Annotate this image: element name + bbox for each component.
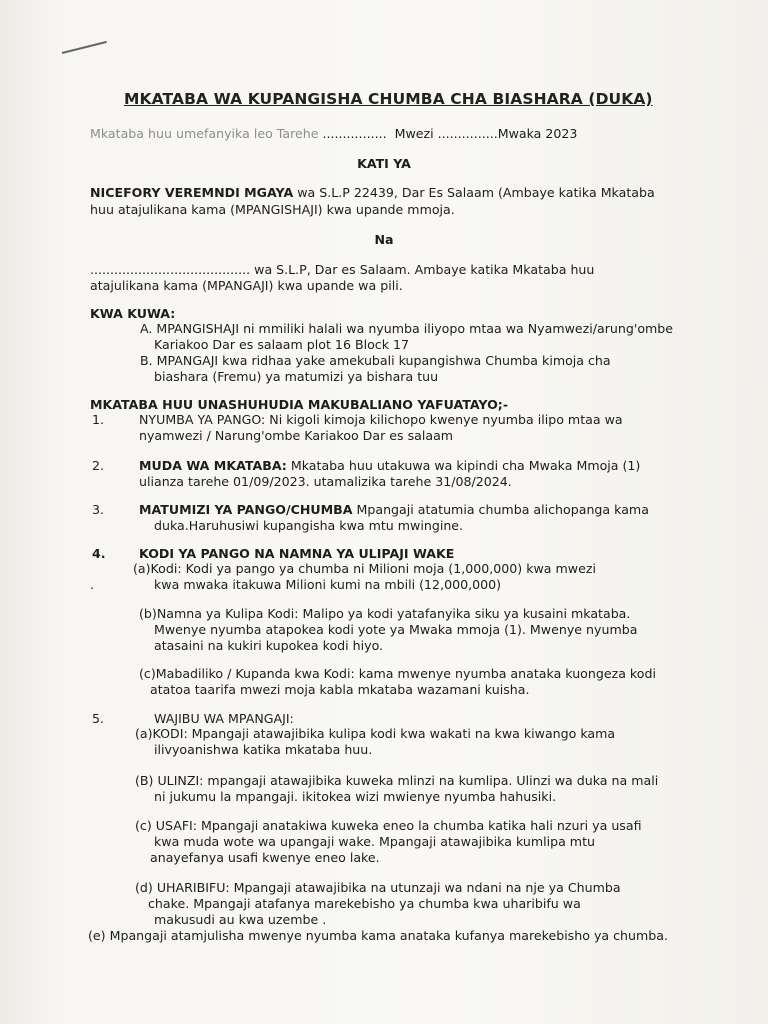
clause-5c-line2: kwa muda wote wa upangaji wake. Mpangaji atawajibika kumlipa mtu: [154, 834, 595, 849]
clause-5b-line2: ni jukumu la mpangaji. ikitokea wizi mwienye nyumba hahusiki.: [154, 789, 557, 804]
party1-address: wa S.L.P 22439, Dar Es Salaam (Ambaye katika Mkataba: [293, 185, 655, 200]
clause-3-line2: duka.Haruhusiwi kupangisha kwa mtu mwingine.: [154, 518, 464, 533]
clause-5d-line1: (d) UHARIBIFU: Mpangaji atawajibika na utunzaji wa ndani na nje ya Chumba: [135, 880, 621, 895]
clause-5d-line2: chake. Mpangaji atafanya marekebisho ya chumba kwa uharibifu wa: [148, 896, 581, 911]
recital-b-line1: B. MPANGAJI kwa ridhaa yake amekubali kupangishwa Chumba kimoja cha: [140, 353, 611, 368]
clause-5-number: 5.: [92, 711, 105, 726]
party1-name: NICEFORY VEREMNDI MGAYA: [90, 185, 294, 200]
clause-2-number: 2.: [92, 458, 105, 473]
clause-5c-line1: (c) USAFI: Mpangaji anatakiwa kuweka eneo la chumba katika hali nzuri ya usafi: [135, 818, 642, 833]
clause-4b-line3: atasaini na kukiri kupokea kodi hiyo.: [154, 638, 384, 653]
clause-4a-line1: (a)Kodi: Kodi ya pango ya chumba ni Milioni moja (1,000,000) kwa mwezi: [133, 561, 596, 576]
pen-mark: [62, 41, 107, 54]
date-dots: ................: [322, 126, 387, 141]
clause-4-heading: KODI YA PANGO NA NAMNA YA ULIPAJI WAKE: [139, 546, 455, 561]
month-dots: ...............: [437, 126, 498, 141]
agreement-heading: MKATABA HUU UNASHUHUDIA MAKUBALIANO YAFUATAYO;-: [90, 397, 509, 412]
clause-4-number: 4.: [92, 546, 106, 561]
clause-2-heading: MUDA WA MKATABA:: [139, 458, 287, 473]
clause-3-number: 3.: [92, 502, 105, 517]
clause-4b-line2: Mwenye nyumba atapokea kodi yote ya Mwaka mmoja (1). Mwenye nyumba: [154, 622, 638, 637]
clause-2-line2: ulianza tarehe 01/09/2023. utamalizika tarehe 31/08/2024.: [139, 474, 512, 489]
na-heading: Na: [374, 232, 394, 247]
document-title: MKATABA WA KUPANGISHA CHUMBA CHA BIASHARA (DUKA): [124, 90, 653, 108]
stray-dot: .: [90, 577, 95, 592]
recital-a-line2: Kariakoo Dar es salaam plot 16 Block 17: [154, 337, 410, 352]
date-line: [90, 126, 577, 142]
clause-1-number: 1.: [92, 412, 105, 427]
clause-4c-line1: (c)Mabadiliko / Kupanda kwa Kodi: kama mwenye nyumba anataka kuongeza kodi: [139, 666, 656, 681]
clause-5a-line2: ilivyoanishwa katika mkataba huu.: [154, 742, 373, 757]
clause-5c-line3: anayefanya usafi kwenye eneo lake.: [150, 850, 380, 865]
clause-5b-line1: (B) ULINZI: mpangaji atawajibika kuweka mlinzi na kumlipa. Ulinzi wa duka na mali: [135, 773, 659, 788]
clause-5-heading: WAJIBU WA MPANGAJI:: [154, 711, 294, 726]
clause-5e-line1: (e) Mpangaji atamjulisha mwenye nyumba kama anataka kufanya marekebisho ya chumba.: [88, 928, 668, 943]
clause-4c-line2: atatoa taarifa mwezi moja kabla mkataba wazamani kuisha.: [150, 682, 530, 697]
recital-b-line2: biashara (Fremu) ya matumizi ya bishara tuu: [154, 369, 439, 384]
party2-dots: ........................................: [90, 262, 251, 277]
year-label: Mwaka 2023: [497, 126, 578, 141]
party2-address: wa S.L.P, Dar es Salaam. Ambaye katika Mkataba huu: [250, 262, 595, 277]
clause-3-line1: [139, 502, 649, 518]
party2-line1: [90, 262, 594, 278]
clause-3-heading: MATUMIZI YA PANGO/CHUMBA: [139, 502, 353, 517]
party2-line2: atajulikana kama (MPANGAJI) kwa upande wa pili.: [90, 278, 403, 293]
clause-1-line1: NYUMBA YA PANGO: Ni kigoli kimoja kilichopo kwenye nyumba ilipo mtaa wa: [139, 412, 623, 427]
date-prefix: Mkataba huu umefanyika leo Tarehe: [90, 126, 319, 141]
clause-4b-line1: (b)Namna ya Kulipa Kodi: Malipo ya kodi yatafanyika siku ya kusaini mkataba.: [139, 606, 631, 621]
recital-a-line1: A. MPANGISHAJI ni mmiliki halali wa nyumba iliyopo mtaa wa Nyamwezi/arung'ombe: [140, 321, 674, 336]
kati-ya-heading: KATI YA: [357, 156, 411, 171]
clause-1-line2: nyamwezi / Narung'ombe Kariakoo Dar es salaam: [139, 428, 454, 443]
kwa-kuwa-heading: KWA KUWA:: [90, 306, 176, 321]
clause-3-text: Mpangaji atatumia chumba alichopanga kama: [352, 502, 649, 517]
clause-4a-line2: kwa mwaka itakuwa Milioni kumi na mbili (12,000,000): [154, 577, 502, 592]
clause-2-line1: [139, 458, 640, 474]
party1-line2: huu atajulikana kama (MPANGISHAJI) kwa upande mmoja.: [90, 202, 455, 217]
clause-5d-line3: makusudi au kwa uzembe .: [154, 912, 327, 927]
clause-5a-line1: (a)KODI: Mpangaji atawajibika kulipa kodi kwa wakati na kwa kiwango kama: [135, 726, 616, 741]
month-label: Mwezi: [394, 126, 434, 141]
clause-2-text: Mkataba huu utakuwa wa kipindi cha Mwaka Mmoja (1): [286, 458, 641, 473]
party1-line1: [90, 185, 655, 201]
